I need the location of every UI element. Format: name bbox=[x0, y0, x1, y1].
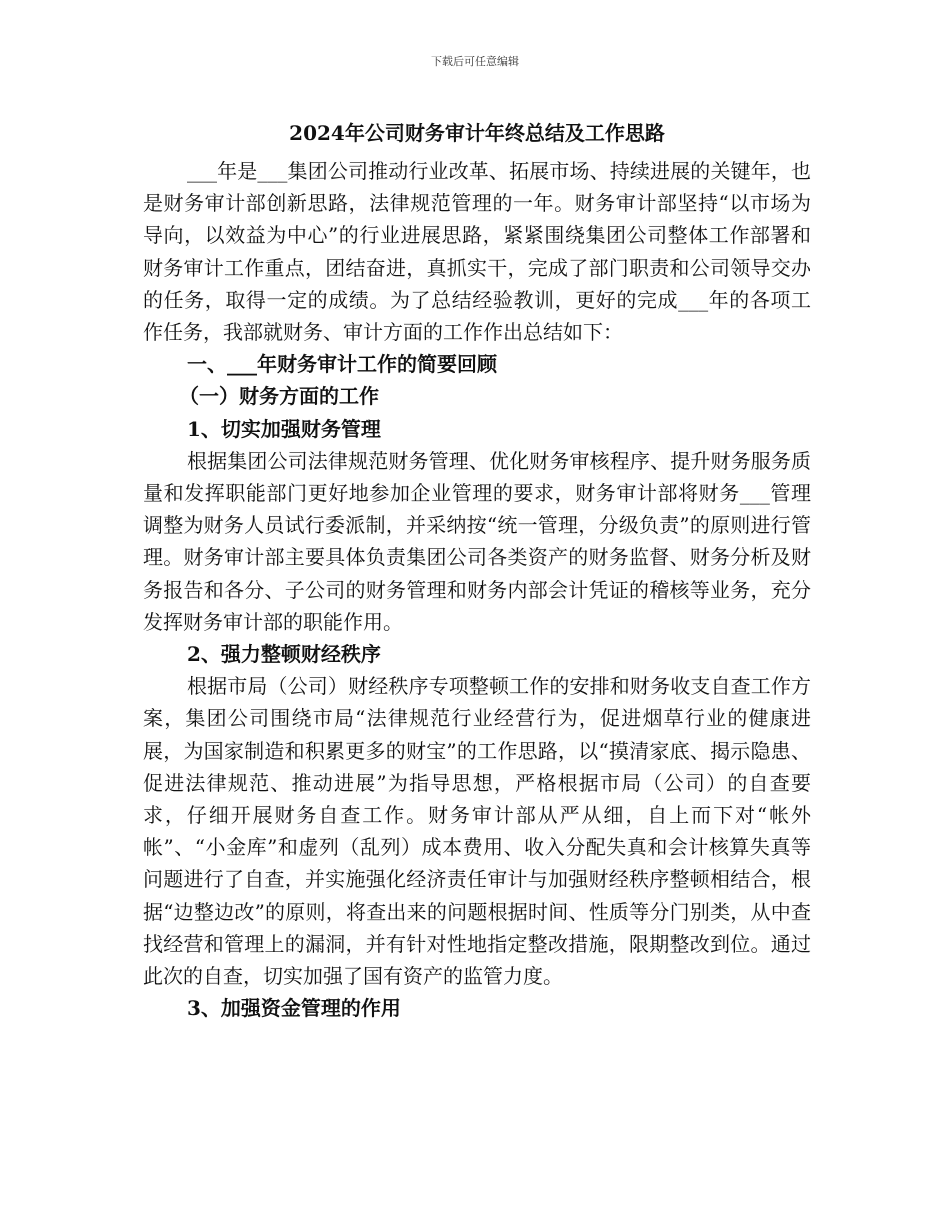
item-heading-2: 2、强力整顿财经秩序 bbox=[187, 642, 381, 667]
document-title: 2024年公司财务审计年终总结及工作思路 bbox=[289, 121, 665, 145]
item-heading-1: 1、切实加强财务管理 bbox=[187, 416, 381, 441]
item-paragraph-1: 根据集团公司法律规范财务管理、优化财务审核程序、提升财务服务质量和发挥职能部门更好地参加企业管理的要求，财务审计部将财务___管理调整为财务人员试行委派制，并采纳按“统一管理，分级负责”的原则进行管理。财务审计部主要具体负责集团公司各类资产的财务监督、财务分析及财务报告和各分、子公司的财务管理和财务内部会计凭证的稽核等业务，充分发挥财务审计部的职能作用。 bbox=[143, 448, 811, 634]
subsection-heading-finance: （一）财务方面的工作 bbox=[179, 384, 379, 409]
item-paragraph-2: 根据市局（公司）财经秩序专项整顿工作的安排和财务收支自查工作方案，集团公司围绕市局“法律规范行业经营行为，促进烟草行业的健康进展，为国家制造和积累更多的财宝”的工作思路，以“摸清家底、揭示隐患、促进法律规范、推动进展”为指导思想，严格根据市局（公司）的自查要求，仔细开展财务自查工作。财务审计部从严从细，自上而下对“帐外帐”、“小金库”和虚列（乱列）成本费用、收入分配失真和会计核算失真等问题进行了自查，并实施强化经济责任审计与加强财经秩序整顿相结合，根据“边整边改”的原则，将查出来的问题根据时间、性质等分门别类，从中查找经营和管理上的漏洞，并有针对性地指定整改措施，限期整改到位。通过此次的自查，切实加强了国有资产的监管力度。 bbox=[143, 674, 811, 989]
item-heading-3: 3、加强资金管理的作用 bbox=[187, 996, 401, 1021]
intro-paragraph: ___年是___集团公司推动行业改革、拓展市场、持续进展的关键年，也是财务审计部创新思路，法律规范管理的一年。财务审计部坚持“以市场为导向，以效益为中心”的行业进展思路，紧紧围绕集团公司整体工作部署和财务审计工作重点，团结奋进，真抓实干，完成了部门职责和公司领导交办的任务，取得一定的成绩。为了总结经验教训，更好的完成___年的各项工作任务，我部就财务、审计方面的工作作出总结如下： bbox=[143, 159, 811, 345]
document-body bbox=[143, 117, 811, 1024]
section-heading-review: 一、___年财务审计工作的简要回顾 bbox=[187, 352, 497, 377]
header-note: 下载后可任意编辑 bbox=[431, 55, 519, 68]
